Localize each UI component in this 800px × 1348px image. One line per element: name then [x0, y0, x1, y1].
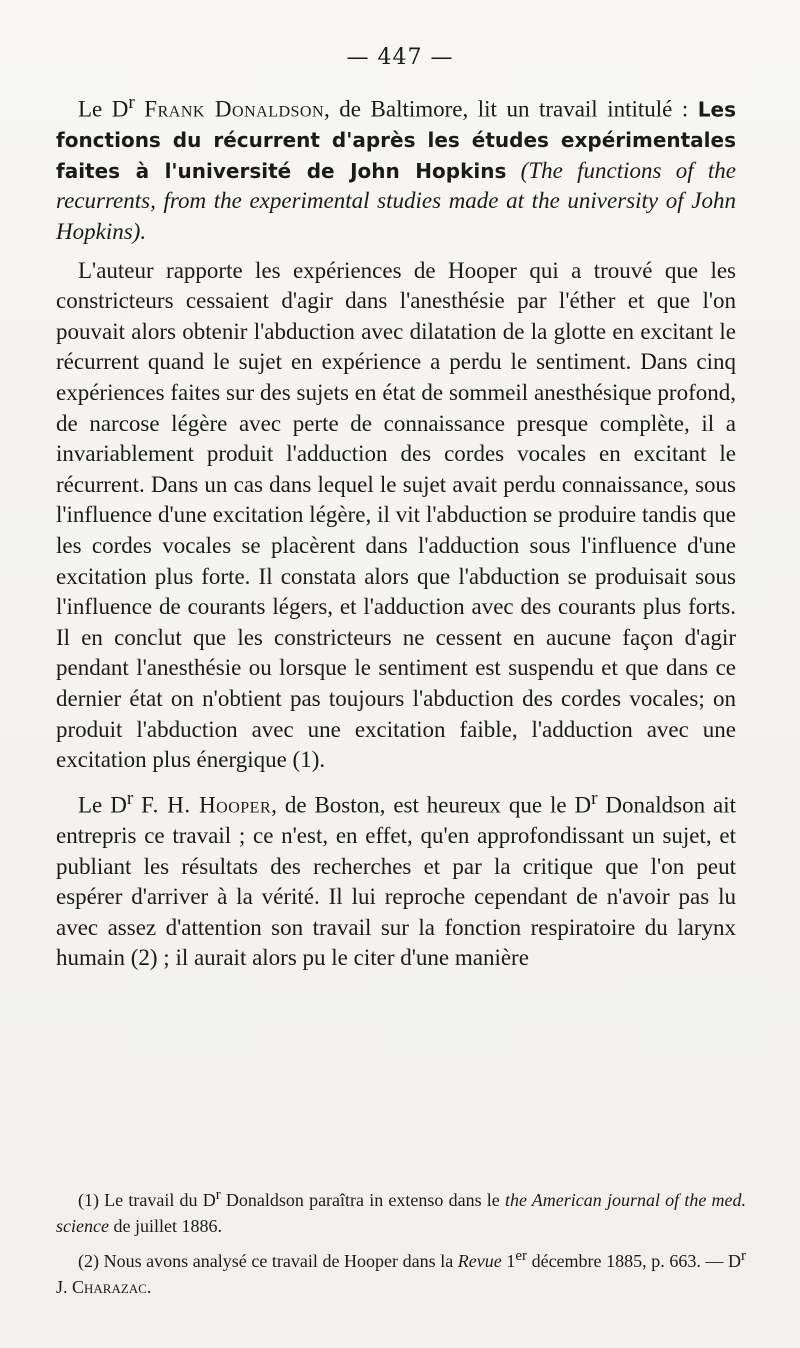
fn2-signature: J. Charazac.	[56, 1277, 152, 1297]
hooper-prefix: Le D	[78, 792, 127, 818]
footnote-1	[56, 1182, 746, 1239]
fn1-mid: Donaldson paraîtra in extenso dans le	[220, 1190, 505, 1210]
fn2-sig-prefix: D	[728, 1251, 741, 1271]
fn2-mid: 1	[501, 1251, 516, 1271]
author-hooper: F. H. Hooper	[141, 792, 272, 818]
paragraph-experiments: L'auteur rapporte les expériences de Hooper qui a trouvé que les constricteurs cessaient d'agir dans l'anesthésie par l'éther et que l'on pouvait alors obtenir l'abduction avec dilatation de la glotte en excitant le récurrent quand le sujet en expérience a perdu le sentiment. Dans cinq expériences faites sur des sujets en état de sommeil anesthésique profond, de narcose légère avec perte de connaissance presque complète, il a invariablement produit l'adduction des cordes vocales en excitant le récurrent. Dans un cas dans lequel le sujet avait perdu connaissance, sous l'influence d'une excitation légère, il vit l'abduction se produire tandis que les cordes vocales se placèrent dans l'adduction sous l'influence d'une excitation plus forte. Il constata alors que l'abduction se produisait sous l'influence de courants légers, et l'adduction avec des courants plus forts. Il en conclut que les constricteurs ne cessent en aucune façon d'agir pendant l'anesthésie ou lorsque le sentiment est suspendu et que dans ce dernier état on n'obtient pas toujours l'abduction des cordes vocales; on produit l'abduction avec une excitation faible, l'adduction avec une excitation plus énergique (1).	[56, 257, 736, 773]
fn2-end: décembre 1885, p. 663. —	[527, 1251, 728, 1271]
paragraph-donaldson	[56, 88, 736, 248]
intro-suffix: , de Baltimore, lit un travail intitulé :	[324, 96, 698, 122]
paper-title-english: (The functions of the recurrents, from the experimental studies made at the university of John Hopkins).	[56, 157, 737, 245]
author-donaldson: Frank Donaldson	[144, 96, 325, 122]
hooper-sup-2: r	[591, 787, 598, 809]
fn2-prefix: (2) Nous avons analysé ce travail de Hooper dans la	[78, 1251, 458, 1271]
footnotes	[56, 1182, 746, 1300]
footnote-2	[56, 1243, 746, 1300]
body-text	[56, 88, 736, 974]
fn1-end: de juillet 1886.	[108, 1216, 222, 1236]
page-number: — 447 —	[346, 45, 454, 70]
intro-sup: r	[128, 92, 135, 113]
fn1-journal: the American journal of the med. science	[56, 1190, 746, 1236]
paragraph-hooper	[56, 784, 736, 974]
intro-prefix: Le D	[78, 96, 129, 122]
hooper-text: , de Boston, est heureux que le D	[271, 792, 592, 818]
fn2-sup: er	[515, 1248, 527, 1264]
hooper-sup: r	[126, 787, 134, 809]
paper-title-french: Les fonctions du récurrent d'après les études expérimentales faites à l'université de John Hopkins	[56, 97, 736, 183]
hooper-text-2: Donaldson ait entrepris ce travail ; ce n'est, en effet, qu'en approfondissant un sujet, et publiant les résultats des recherches et par la critique que l'on peut espérer d'arriver à la vérité. Il lui reproche cependant de n'avoir pas lu avec assez d'attention son travail sur la fonction respiratoire du larynx humain (2) ; il aurait alors pu le citer d'une manière	[56, 792, 737, 971]
fn2-revue: Revue	[457, 1251, 502, 1271]
fn1-sup: r	[215, 1187, 221, 1203]
fn2-sig-sup: r	[741, 1248, 746, 1264]
fn1-prefix: (1) Le travail du D	[78, 1190, 216, 1210]
